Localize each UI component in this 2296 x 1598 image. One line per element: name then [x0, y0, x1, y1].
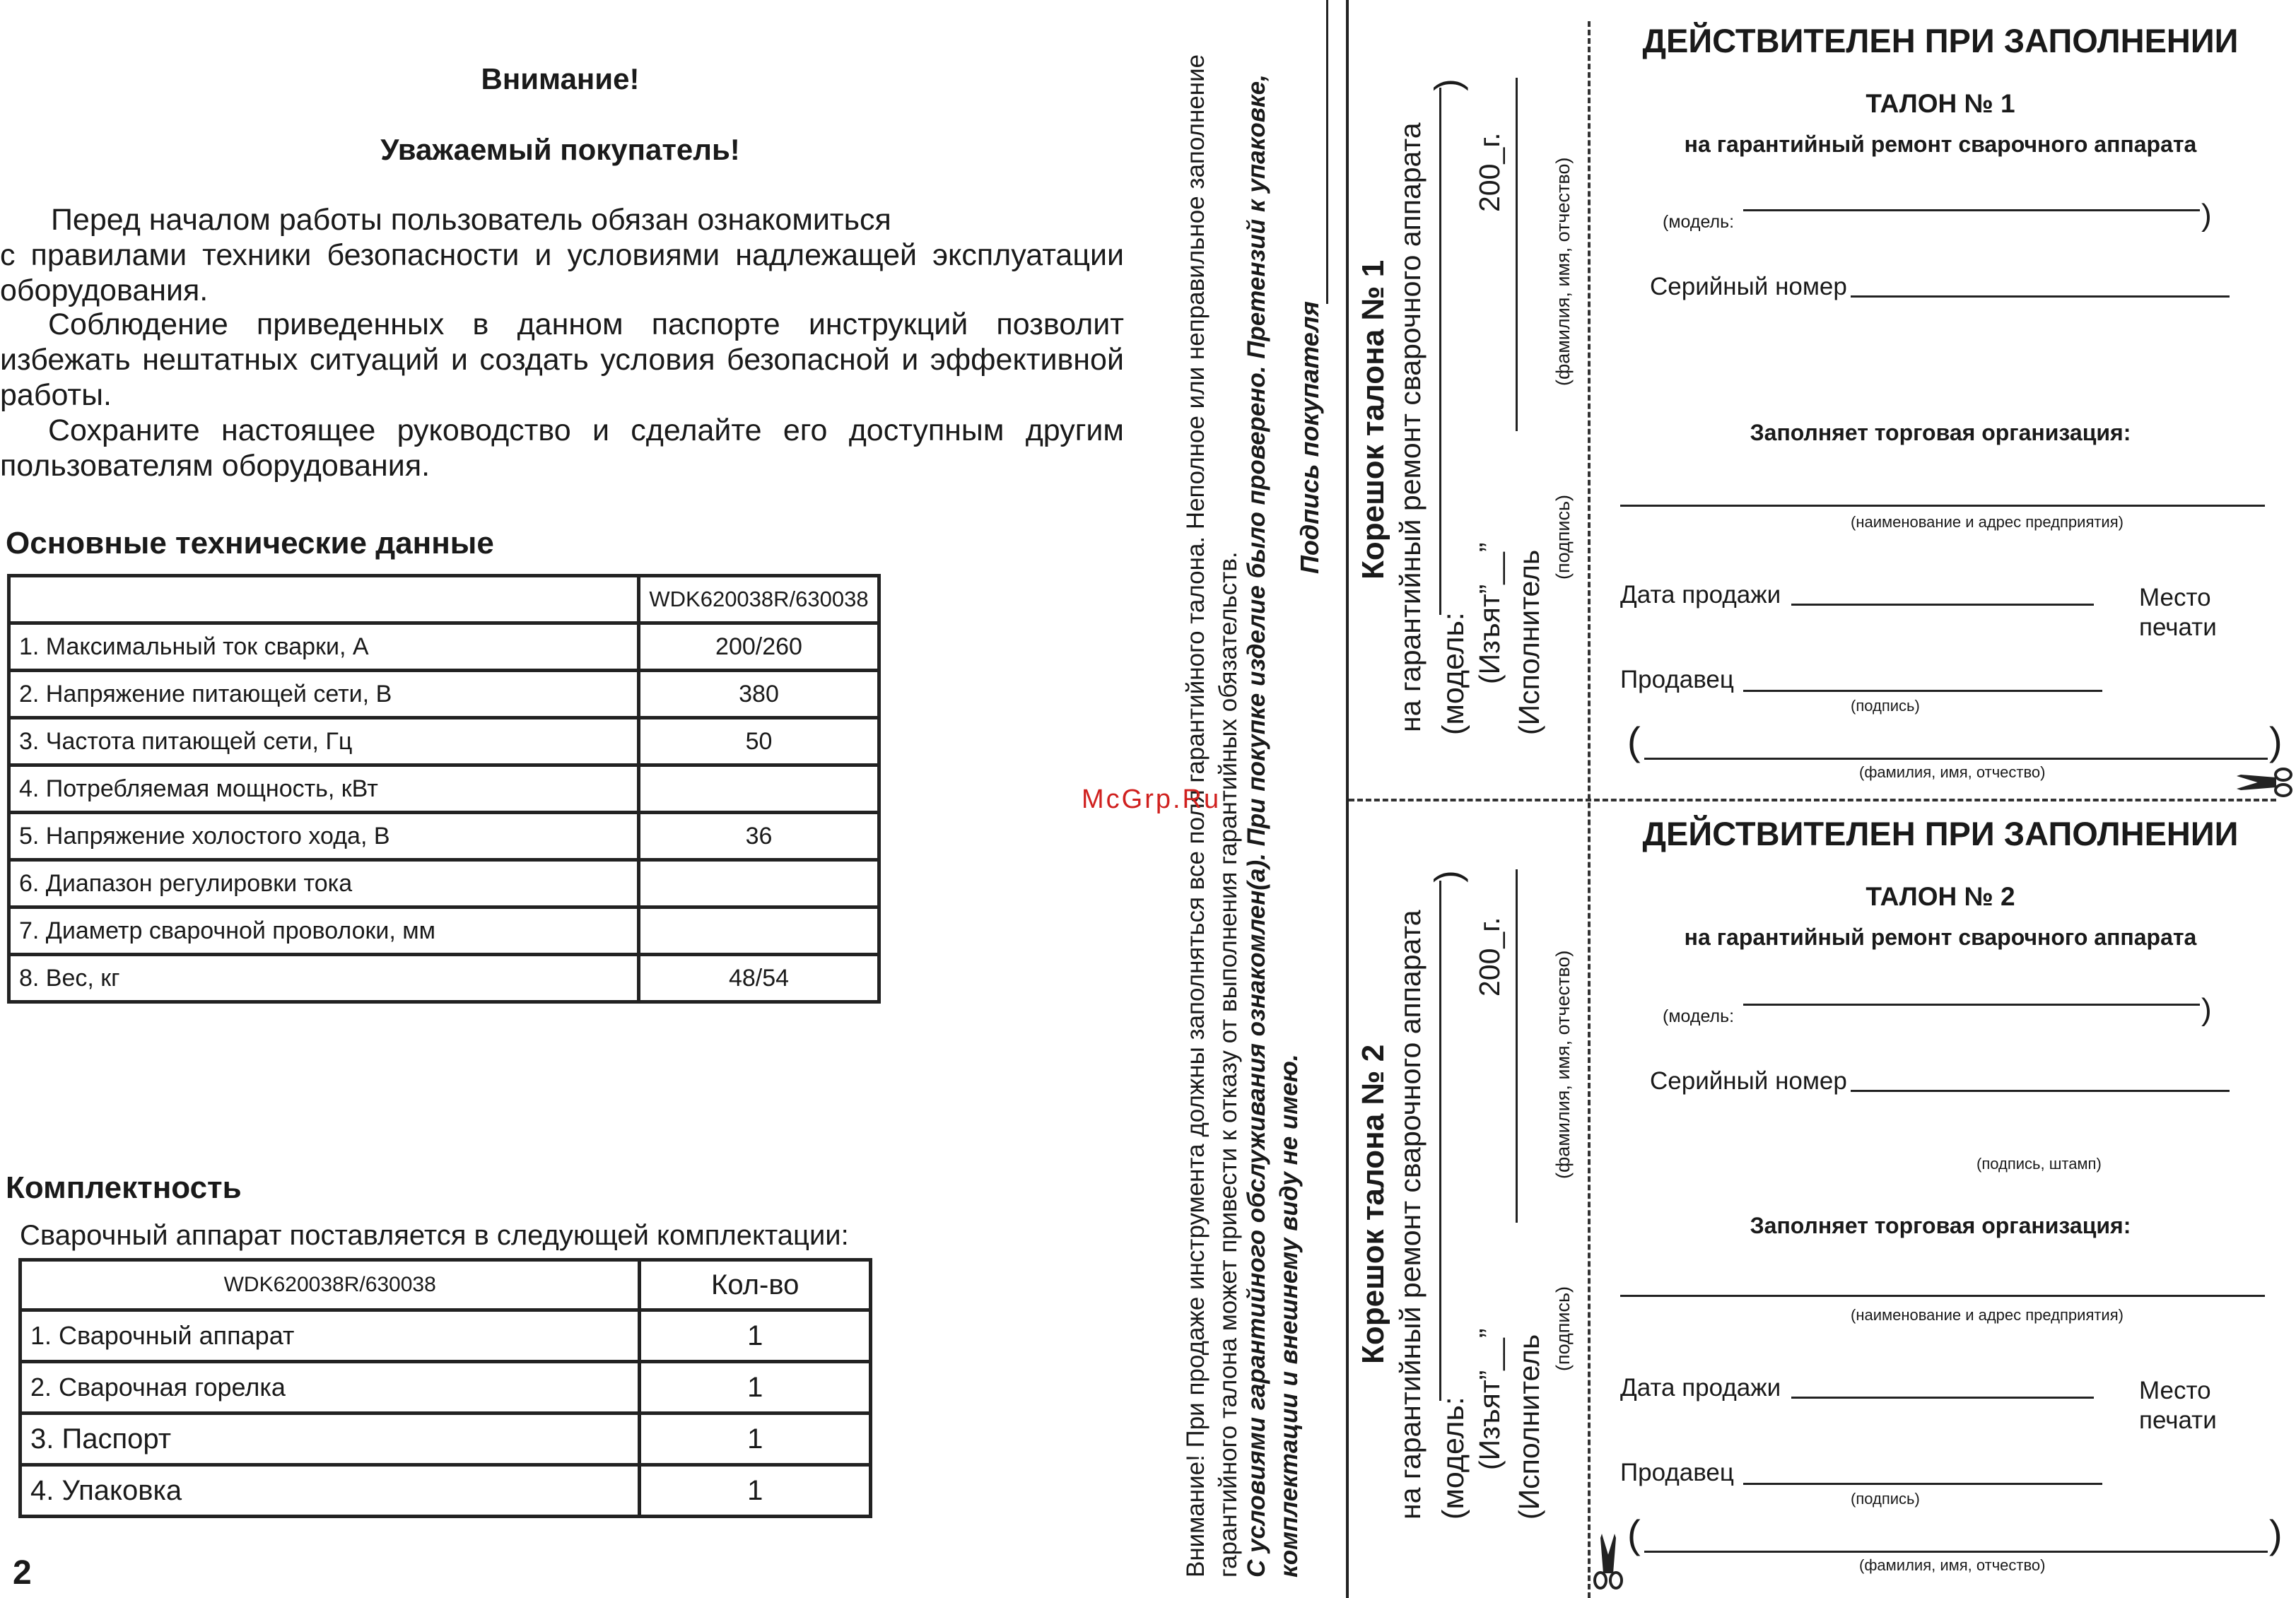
coupon-1-model-label: (модель:	[1663, 212, 1735, 232]
coupon-2-name-hint: (фамилия, имя, отчество)	[1859, 1556, 2046, 1574]
table-cell: 380	[639, 671, 879, 718]
coupon-2-name-line	[1644, 1551, 2268, 1553]
stub-2-year: 200_г.	[1473, 917, 1506, 997]
kit-table	[18, 1258, 872, 1518]
stub-1-year: 200_г.	[1473, 132, 1506, 212]
scissors-icon	[2234, 766, 2293, 799]
coupon-2-stamp-place-1: Место	[2139, 1377, 2211, 1404]
coupon-2-org-line	[1620, 1295, 2265, 1297]
table-cell: 4. Потребляемая мощность, кВт	[9, 765, 639, 813]
specs-table	[7, 574, 881, 1004]
greeting-heading: Уважаемый покупатель!	[380, 133, 740, 166]
table-cell	[639, 860, 879, 907]
coupon-2-model-close: )	[2201, 992, 2212, 1027]
table-row	[20, 1260, 871, 1310]
table-cell: 200/260	[639, 623, 879, 671]
page-number: 2	[13, 1554, 32, 1592]
coupon-1-model-line	[1743, 209, 2200, 211]
table-cell: 1	[640, 1465, 871, 1517]
table-cell: 2. Сварочная горелка	[20, 1362, 640, 1414]
coupon-1-model-close: )	[2201, 198, 2212, 233]
stub-1-model-line	[1439, 88, 1441, 615]
notice-line-2: гарантийного талона может привести к отказу от выполнения гарантийных обязательств.	[1214, 551, 1242, 1578]
coupon-1-stamp-place-1: Место	[2139, 584, 2211, 611]
stub-2-model-line	[1439, 881, 1441, 1401]
intro-paragraph-1: с правилами техники безопасности и условиями надлежащей эксплуатации оборудования.	[0, 238, 1124, 307]
coupon-1-org-hint: (наименование и адрес предприятия)	[1851, 513, 2124, 531]
table-cell: 36	[639, 813, 879, 860]
coupon-2-sign-hint: (подпись)	[1851, 1490, 1920, 1508]
table-row	[9, 576, 879, 623]
table-cell: 1	[640, 1310, 871, 1362]
coupon-2-model-line	[1743, 1004, 2200, 1006]
table-row	[9, 718, 879, 765]
table-row	[9, 860, 879, 907]
notice-line-3: С условиями гарантийного обслуживания ознакомлен(а). При покупке изделие было проверено. Претензий к упаковке,	[1243, 74, 1270, 1578]
table-cell	[639, 765, 879, 813]
table-row	[9, 813, 879, 860]
table-header-model: WDK620038R/630038	[20, 1260, 640, 1310]
stub-1-model-label: (модель:	[1436, 612, 1470, 735]
table-header-model: WDK620038R/630038	[639, 576, 879, 623]
coupon-1-title: ТАЛОН № 1	[1866, 89, 2015, 118]
cut-line-horizontal	[1349, 799, 2276, 801]
notice-line-1: Внимание! При продаже инструмента должны заполняться все поля гарантийного талона. Неполное или неправильное заполнение	[1182, 54, 1210, 1578]
specs-title: Основные технические данные	[6, 526, 494, 560]
coupon-1-subtitle: на гарантийный ремонт сварочного аппарата	[1684, 131, 2197, 157]
attention-heading: Внимание!	[481, 62, 640, 95]
table-row	[20, 1414, 871, 1465]
signature-line	[1326, 0, 1328, 304]
coupon-1-seller-line	[1743, 690, 2102, 692]
coupon-2-sale-date-label: Дата продажи	[1620, 1374, 1781, 1402]
stub-2-model-close: )	[1427, 870, 1469, 883]
table-cell: 1. Максимальный ток сварки, А	[9, 623, 639, 671]
coupon-1-serial-label: Серийный номер	[1650, 273, 1847, 300]
stub-2-executor-line	[1516, 869, 1518, 1223]
coupon-1-name-close: )	[2269, 719, 2283, 763]
stub-1-title: Корешок талона № 1	[1356, 259, 1390, 580]
stub-1-subtitle: на гарантийный ремонт сварочного аппарата	[1394, 122, 1427, 732]
kit-intro: Сварочный аппарат поставляется в следующей комплектации:	[20, 1220, 849, 1251]
table-row	[9, 907, 879, 955]
coupon-2-name-close: )	[2269, 1512, 2283, 1556]
coupon-1-name-hint: (фамилия, имя, отчество)	[1859, 763, 2046, 781]
cut-line-vertical	[1588, 21, 1591, 1598]
stub-1-seized: (Изъят”__”	[1473, 542, 1506, 684]
watermark: McGrp.Ru	[1082, 785, 1222, 814]
intro-paragraph-3: Сохраните настоящее руководство и сделайте его доступным другим пользователям оборудования.	[0, 413, 1124, 483]
coupon-2-name-open: (	[1627, 1512, 1641, 1556]
stub-1-sign-hint: (подпись)	[1552, 494, 1574, 580]
table-cell: 3. Частота питающей сети, Гц	[9, 718, 639, 765]
buyer-signature-label: Подпись покупателя	[1295, 301, 1324, 574]
table-cell: 3. Паспорт	[20, 1414, 640, 1465]
stub-1-name-hint: (фамилия, имя, отчество)	[1552, 157, 1574, 386]
table-cell: 2. Напряжение питающей сети, В	[9, 671, 639, 718]
coupon-2-seller-line	[1743, 1483, 2102, 1485]
coupon-1-stamp-place-2: печати	[2139, 613, 2217, 641]
stub-1-executor-line	[1516, 78, 1518, 431]
stub-1-executor: (Исполнитель	[1513, 549, 1545, 735]
table-row	[9, 671, 879, 718]
table-cell: 6. Диапазон регулировки тока	[9, 860, 639, 907]
table-row	[20, 1465, 871, 1517]
coupon-1-sign-hint: (подпись)	[1851, 697, 1920, 715]
coupon-2-org-hint: (наименование и адрес предприятия)	[1851, 1306, 2124, 1324]
stub-2-executor: (Исполнитель	[1513, 1334, 1545, 1520]
coupon-1-serial-line	[1851, 295, 2230, 298]
table-cell: 1	[640, 1362, 871, 1414]
stub-2-subtitle: на гарантийный ремонт сварочного аппарата	[1394, 910, 1427, 1520]
table-cell: 5. Напряжение холостого хода, В	[9, 813, 639, 860]
kit-title: Комплектность	[6, 1170, 242, 1205]
table-header-qty: Кол-во	[640, 1260, 871, 1310]
stub-2-sign-hint: (подпись)	[1552, 1286, 1574, 1371]
table-row	[9, 765, 879, 813]
coupon-2-seller-label: Продавец	[1620, 1459, 1734, 1486]
coupon-1-valid: ДЕЙСТВИТЕЛЕН ПРИ ЗАПОЛНЕНИИ	[1642, 22, 2239, 59]
scissors-icon	[1592, 1531, 1624, 1590]
coupon-1-seller-label: Продавец	[1620, 666, 1734, 693]
coupon-2-serial-line	[1851, 1090, 2230, 1092]
table-cell: 1. Сварочный аппарат	[20, 1310, 640, 1362]
table-row	[9, 955, 879, 1002]
table-cell	[639, 907, 879, 955]
table-cell: 1	[640, 1414, 871, 1465]
table-cell: 8. Вес, кг	[9, 955, 639, 1002]
stub-2-seized: (Изъят”__”	[1473, 1328, 1506, 1470]
coupon-2-sale-date-line	[1791, 1397, 2094, 1399]
table-cell: 50	[639, 718, 879, 765]
coupon-1-sale-date-label: Дата продажи	[1620, 581, 1781, 609]
table-row	[20, 1310, 871, 1362]
coupon-2-org: Заполняет торговая организация:	[1750, 1213, 2131, 1238]
coupon-2-stamp-hint: (подпись, штамп)	[1976, 1155, 2102, 1173]
table-row	[20, 1362, 871, 1414]
coupon-1-name-line	[1644, 758, 2268, 760]
stub-2-name-hint: (фамилия, имя, отчество)	[1552, 950, 1574, 1179]
coupon-2-model-label: (модель:	[1663, 1006, 1735, 1026]
table-cell	[9, 576, 639, 623]
coupon-1-name-open: (	[1627, 719, 1641, 763]
stub-2-title: Корешок талона № 2	[1356, 1044, 1390, 1364]
table-row	[9, 623, 879, 671]
coupon-2-stamp-place-2: печати	[2139, 1406, 2217, 1434]
coupon-1-org: Заполняет торговая организация:	[1750, 420, 2131, 445]
coupon-2-valid: ДЕЙСТВИТЕЛЕН ПРИ ЗАПОЛНЕНИИ	[1642, 815, 2239, 852]
table-cell: 4. Упаковка	[20, 1465, 640, 1517]
coupon-2-serial-label: Серийный номер	[1650, 1067, 1847, 1095]
coupon-1-org-line	[1620, 505, 2265, 507]
coupon-2-subtitle: на гарантийный ремонт сварочного аппарата	[1684, 924, 2197, 950]
table-cell: 48/54	[639, 955, 879, 1002]
notice-line-4: комплектации и внешнему виду не имею.	[1275, 1054, 1303, 1578]
coupon-1-sale-date-line	[1791, 604, 2094, 606]
stub-1-model-close: )	[1427, 78, 1469, 91]
table-cell: 7. Диаметр сварочной проволоки, мм	[9, 907, 639, 955]
coupon-2-title: ТАЛОН № 2	[1866, 882, 2015, 911]
intro-paragraph-2: Соблюдение приведенных в данном паспорте инструкций позволит избежать нештатных ситуаций и создать условия безопасной и эффективной работы.	[0, 307, 1124, 412]
stub-2-model-label: (модель:	[1436, 1397, 1470, 1520]
intro-line-1: Перед началом работы пользователь обязан ознакомиться	[51, 203, 891, 237]
